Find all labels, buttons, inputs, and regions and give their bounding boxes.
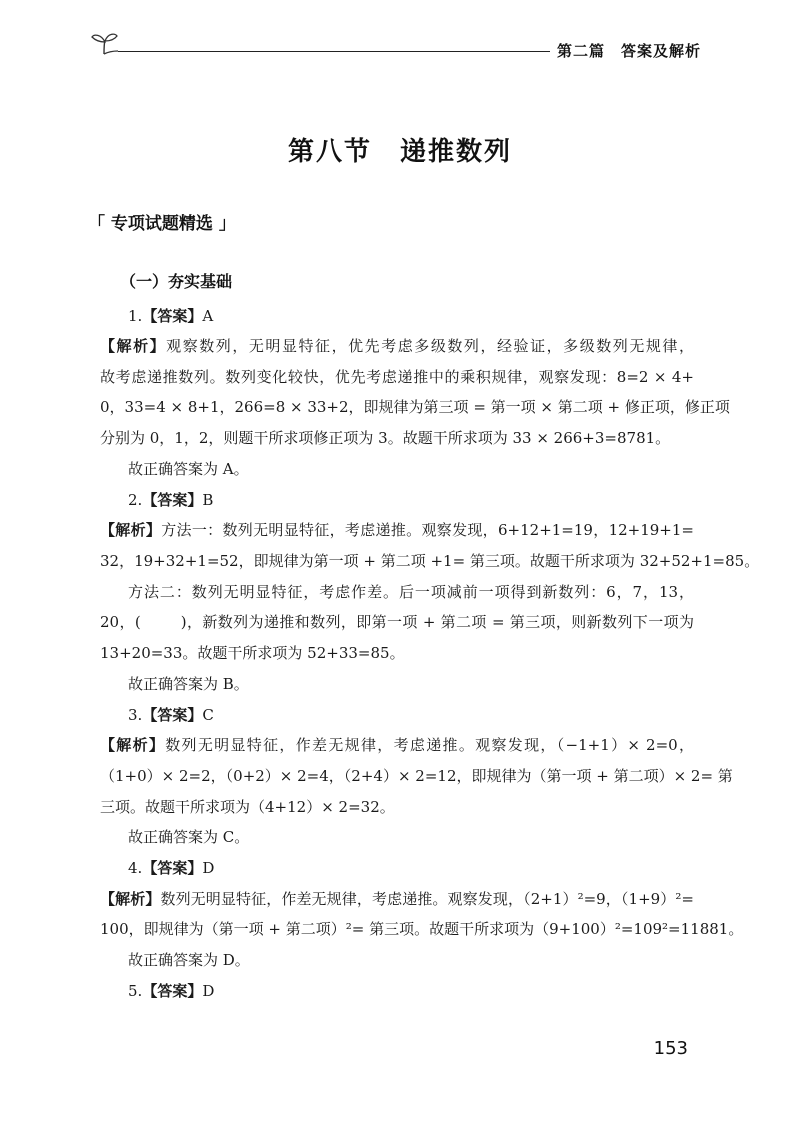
answer-value: A xyxy=(202,307,214,325)
analysis-tag: 【解析】 xyxy=(100,337,167,355)
analysis-line: 故考虑递推数列。数列变化较快，优先考虑递推中的乘积规律，观察发现：8=2 × 4+ xyxy=(100,368,694,386)
analysis-line: 32，19+32+1=52，即规律为第一项 + 第二项 +1= 第三项。故题干所求项为 32+52+1=85。 xyxy=(100,552,760,570)
conclusion-line: 故正确答案为 D。 xyxy=(128,951,250,969)
conclusion-line: 故正确答案为 A。 xyxy=(128,460,249,478)
analysis-line: 【解析】方法一：数列无明显特征，考虑递推。观察发现，6+12+1=19，12+19+1= xyxy=(100,521,694,539)
page-number: 153 xyxy=(653,1038,688,1059)
analysis-line: 13+20=33。故题干所求项为 52+33=85。 xyxy=(100,644,405,662)
answer-value: C xyxy=(202,706,214,724)
analysis-line: 20，( )，新数列为递推和数列，即第一项 + 第二项 = 第三项，则新数列下一项为 xyxy=(100,613,694,631)
answer-value: D xyxy=(202,982,215,1000)
question-number: 1. xyxy=(128,307,143,325)
sprout-icon xyxy=(90,30,120,56)
analysis-line: 【解析】数列无明显特征，作差无规律，考虑递推。观察发现，（−1+1）× 2=0， xyxy=(100,736,694,754)
answer-line-4 xyxy=(128,858,214,878)
analysis-tag: 【解析】 xyxy=(100,736,166,754)
analysis-line: 100，即规律为（第一项 + 第二项）²= 第三项。故题干所求项为（9+100）²=109²=11881。 xyxy=(100,920,744,938)
question-number: 5. xyxy=(128,982,143,1000)
answer-value: B xyxy=(202,491,214,509)
analysis-tag: 【解析】 xyxy=(100,521,162,539)
answer-tag: 【答案】 xyxy=(142,859,203,877)
answer-line-2 xyxy=(128,490,213,510)
question-number: 4. xyxy=(128,859,143,877)
answer-line-5 xyxy=(128,981,214,1001)
answer-tag: 【答案】 xyxy=(142,982,203,1000)
analysis-line: 0，33=4 × 8+1，266=8 × 33+2，即规律为第三项 = 第一项 × 第二项 + 修正项，修正项 xyxy=(100,398,730,416)
answer-tag: 【答案】 xyxy=(142,307,203,325)
chapter-title: 第八节 递推数列 xyxy=(287,137,512,167)
answer-value: D xyxy=(202,859,215,877)
analysis-line: （1+0）× 2=2，（0+2）× 2=4，（2+4）× 2=12，即规律为（第一项 + 第二项）× 2= 第 xyxy=(100,767,733,785)
analysis-line: 方法二：数列无明显特征，考虑作差。后一项减前一项得到新数列：6，7，13， xyxy=(128,583,694,601)
analysis-line: 分别为 0，1，2，则题干所求项修正项为 3。故题干所求项为 33 × 266+3=8781。 xyxy=(100,429,671,447)
conclusion-line: 故正确答案为 B。 xyxy=(128,675,249,693)
answer-tag: 【答案】 xyxy=(142,706,203,724)
question-number: 2. xyxy=(128,491,143,509)
answer-tag: 【答案】 xyxy=(142,491,203,509)
subsection-heading: （一）夯实基础 xyxy=(120,272,233,291)
section-heading: 「 专项试题精选 」 xyxy=(88,214,236,234)
answer-line-1 xyxy=(128,306,213,326)
answer-line-3 xyxy=(128,705,214,725)
analysis-line: 【解析】观察数列，无明显特征，优先考虑多级数列，经验证，多级数列无规律， xyxy=(100,337,694,355)
conclusion-line: 故正确答案为 C。 xyxy=(128,828,250,846)
analysis-tag: 【解析】 xyxy=(100,890,161,908)
question-number: 3. xyxy=(128,706,143,724)
analysis-line: 三项。故题干所求项为（4+12）× 2=32。 xyxy=(100,798,395,816)
header-rule xyxy=(118,51,550,52)
running-header: 第二篇 答案及解析 xyxy=(557,42,702,60)
analysis-line: 【解析】数列无明显特征，作差无规律，考虑递推。观察发现，（2+1）²=9，（1+9）²= xyxy=(100,890,694,908)
